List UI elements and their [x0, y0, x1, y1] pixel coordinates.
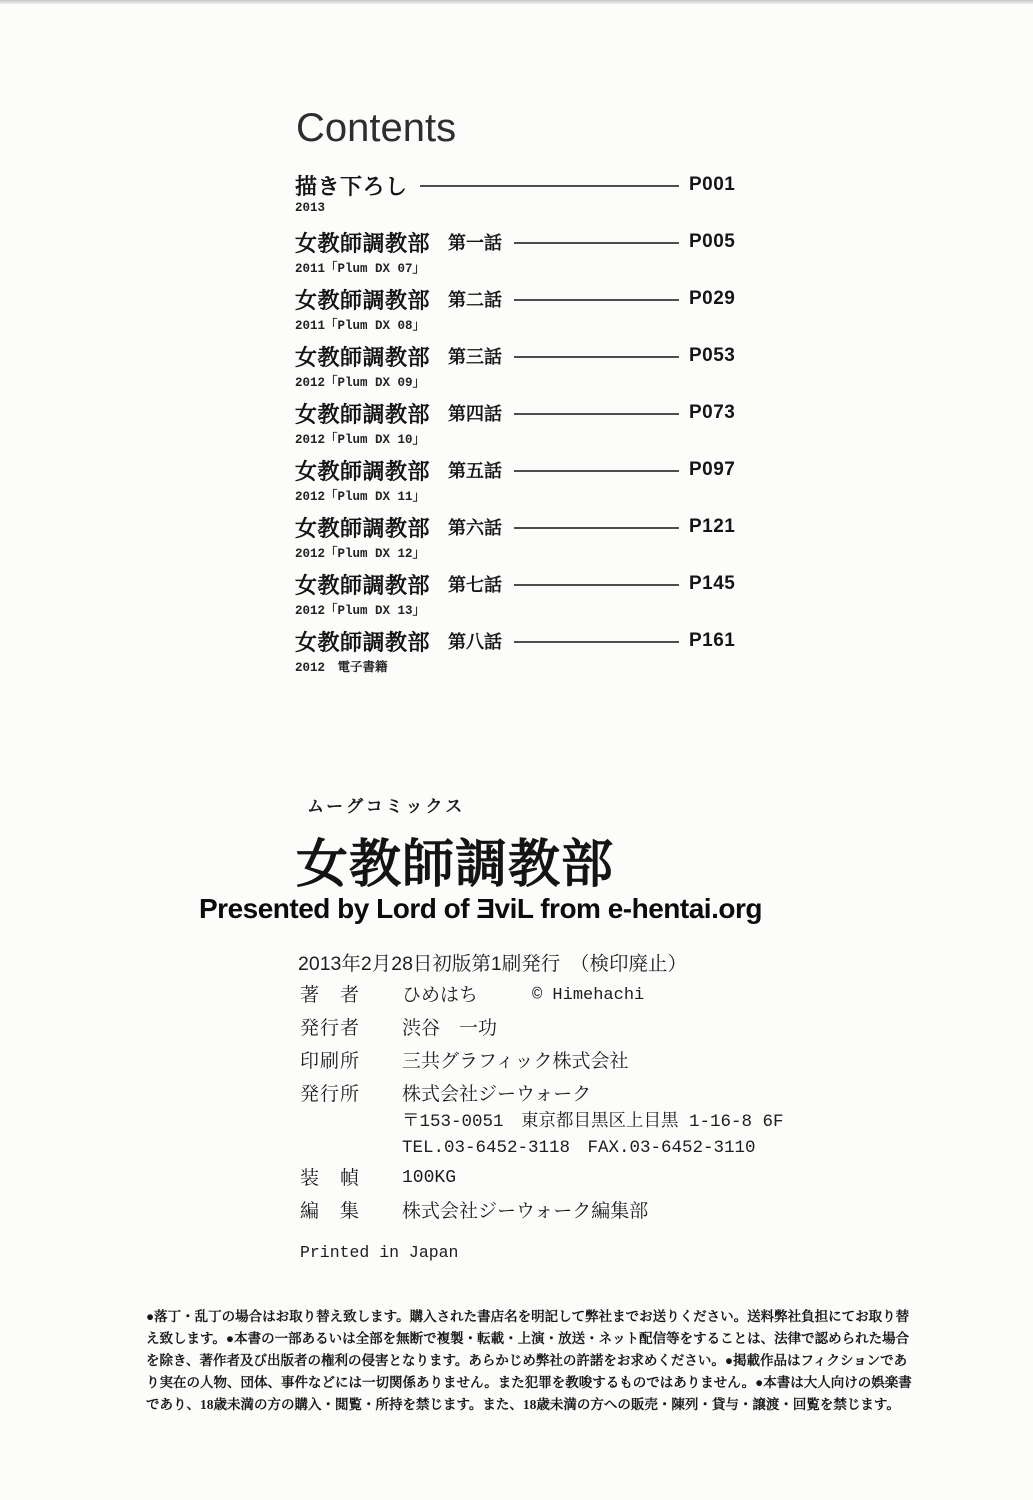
toc-entry-chapter: 第二話 [448, 290, 503, 310]
toc-entry-page: P161 [689, 630, 736, 651]
toc-leader-line [514, 527, 679, 529]
toc-entry-page: P001 [689, 174, 736, 195]
colophon-value: 三共グラフィック株式会社 [402, 1051, 629, 1072]
toc-entry-title: 女教師調教部 [295, 458, 431, 484]
toc-entry-page: P121 [689, 516, 736, 537]
colophon-value: ひめはち [402, 985, 479, 1006]
toc-entry-chapter: 第五話 [448, 461, 503, 481]
toc-entry-chapter: 第三話 [448, 347, 503, 367]
colophon-label: 装 幀 [300, 1168, 361, 1189]
colophon-label: 発行所 [300, 1084, 361, 1105]
toc-entry-source: 2012 電子書籍 [295, 661, 388, 675]
legal-disclaimer [146, 1306, 912, 1416]
colophon-row-printer [300, 1048, 860, 1075]
colophon-row-tel-fax [300, 1135, 860, 1162]
toc-leader-line [514, 413, 679, 415]
toc-entry-source: 2011「Plum DX 08」 [295, 319, 426, 333]
toc-entry-page: P145 [689, 573, 736, 594]
printed-in-japan: Printed in Japan [300, 1243, 459, 1262]
toc-entry-row [295, 569, 735, 599]
toc-entry-source: 2012「Plum DX 09」 [295, 376, 426, 390]
toc-entry-title: 女教師調教部 [295, 344, 431, 370]
toc-entry-source: 2013 [295, 201, 326, 215]
toc-entry [295, 284, 735, 331]
toc-entry-chapter: 第六話 [448, 518, 503, 538]
toc-entry-page: P005 [689, 231, 736, 252]
toc-entry-title: 女教師調教部 [295, 401, 431, 427]
colophon-label: 著 者 [300, 985, 361, 1006]
toc-entry-title: 女教師調教部 [295, 515, 431, 541]
toc-entry-chapter: 第四話 [448, 404, 503, 424]
toc-entry-row [295, 398, 735, 428]
toc-entry-title: 女教師調教部 [295, 230, 431, 256]
colophon-row-author [300, 982, 860, 1009]
toc-entry-source: 2011「Plum DX 07」 [295, 262, 426, 276]
toc-entry-row [295, 284, 735, 314]
toc-entry-row [295, 341, 735, 371]
colophon-value: 株式会社ジーウォーク編集部 [402, 1201, 649, 1222]
copyright-notice: © Himehachi [532, 986, 645, 1005]
toc-entry-source: 2012「Plum DX 10」 [295, 433, 426, 447]
toc-leader-line [514, 584, 679, 586]
toc-entry [295, 455, 735, 502]
toc-leader-line [514, 356, 679, 358]
colophon-value: 100KG [402, 1168, 457, 1188]
colophon-row-issuer [300, 1015, 860, 1042]
toc-entry-chapter: 第一話 [448, 233, 503, 253]
colophon-row-binding [300, 1165, 860, 1192]
colophon-block [300, 982, 860, 1231]
colophon-row-publisher [300, 1081, 860, 1108]
toc-entry-title: 描き下ろし [295, 173, 408, 199]
colophon-label [300, 1135, 402, 1162]
publisher-tel-fax: TEL.03-6452-3118 FAX.03-6452-3110 [402, 1138, 756, 1158]
publisher-address: 〒153-0051 東京都目黒区上目黒 1-16-8 6F [402, 1112, 784, 1132]
disclaimer-line: であり、18歳未満の方の購入・閲覧・所持を禁じます。また、18歳未満の方への販売・陳列・貸与・譲渡・回覧を禁じます。 [146, 1397, 900, 1412]
toc-entry-source: 2012「Plum DX 13」 [295, 604, 426, 618]
colophon-row-editing [300, 1198, 860, 1225]
toc-entry-row [295, 512, 735, 542]
toc-entry-row [295, 626, 735, 656]
disclaimer-line: を除き、著作者及び出版者の権利の侵害となります。あらかじめ弊社の許諾をお求めください。●掲載作品はフィクションであ [146, 1353, 908, 1368]
colophon-label: 発行者 [300, 1018, 361, 1039]
colophon-label [300, 1109, 402, 1136]
disclaimer-line: ●落丁・乱丁の場合はお取り替え致します。購入された書店名を明記して弊社までお送りください。送料弊社負担にてお取り替 [146, 1309, 910, 1324]
toc-entry-page: P053 [689, 345, 736, 366]
uploader-credit-overlay: Presented by Lord of ƎviL from e-hentai.org [199, 893, 762, 924]
colophon-label: 印刷所 [300, 1051, 361, 1072]
toc-leader-line [514, 641, 679, 643]
toc-entry-row [295, 455, 735, 485]
toc-entry [295, 398, 735, 445]
edition-line: 2013年2月28日初版第1刷発行 （検印廃止） [298, 953, 688, 975]
toc-entry-chapter: 第八話 [448, 632, 503, 652]
colophon-value: 株式会社ジーウォーク [402, 1084, 592, 1105]
toc-entry-chapter: 第七話 [448, 575, 503, 595]
toc-entry-title: 女教師調教部 [295, 572, 431, 598]
toc-entry [295, 341, 735, 388]
toc-leader-line [514, 299, 679, 301]
toc-entry-row [295, 227, 735, 257]
colophon-label: 編 集 [300, 1201, 361, 1222]
toc-entry-page: P029 [689, 288, 736, 309]
toc-entry-source: 2012「Plum DX 12」 [295, 547, 426, 561]
colophon-value: 渋谷 一功 [402, 1018, 498, 1039]
disclaimer-line: り実在の人物、団体、事件などには一切関係ありません。また犯罪を教唆するものではありません。●本書は大人向けの娯楽書 [146, 1375, 912, 1390]
toc-entry [295, 569, 735, 616]
table-of-contents [295, 170, 735, 683]
imprint-label: ムーグコミックス [307, 797, 466, 816]
toc-leader-line [420, 185, 679, 187]
toc-entry [295, 626, 735, 673]
toc-entry [295, 512, 735, 559]
colophon-row-address [300, 1109, 860, 1136]
toc-entry-page: P073 [689, 402, 736, 423]
contents-heading: Contents [296, 106, 457, 150]
toc-entry-page: P097 [689, 459, 736, 480]
toc-entry-title: 女教師調教部 [295, 287, 431, 313]
toc-leader-line [514, 242, 679, 244]
disclaimer-line: え致します。●本書の一部あるいは全部を無断で複製・転載・上演・放送・ネット配信等をすることは、法律で認められた場合 [146, 1331, 910, 1346]
scan-edge-artifact [0, 0, 1033, 4]
book-title: 女教師調教部 [296, 836, 615, 894]
toc-entry-source: 2012「Plum DX 11」 [295, 490, 426, 504]
toc-entry-row [295, 170, 735, 200]
toc-entry-title: 女教師調教部 [295, 629, 431, 655]
toc-entry [295, 170, 735, 217]
toc-entry [295, 227, 735, 274]
toc-leader-line [514, 470, 679, 472]
